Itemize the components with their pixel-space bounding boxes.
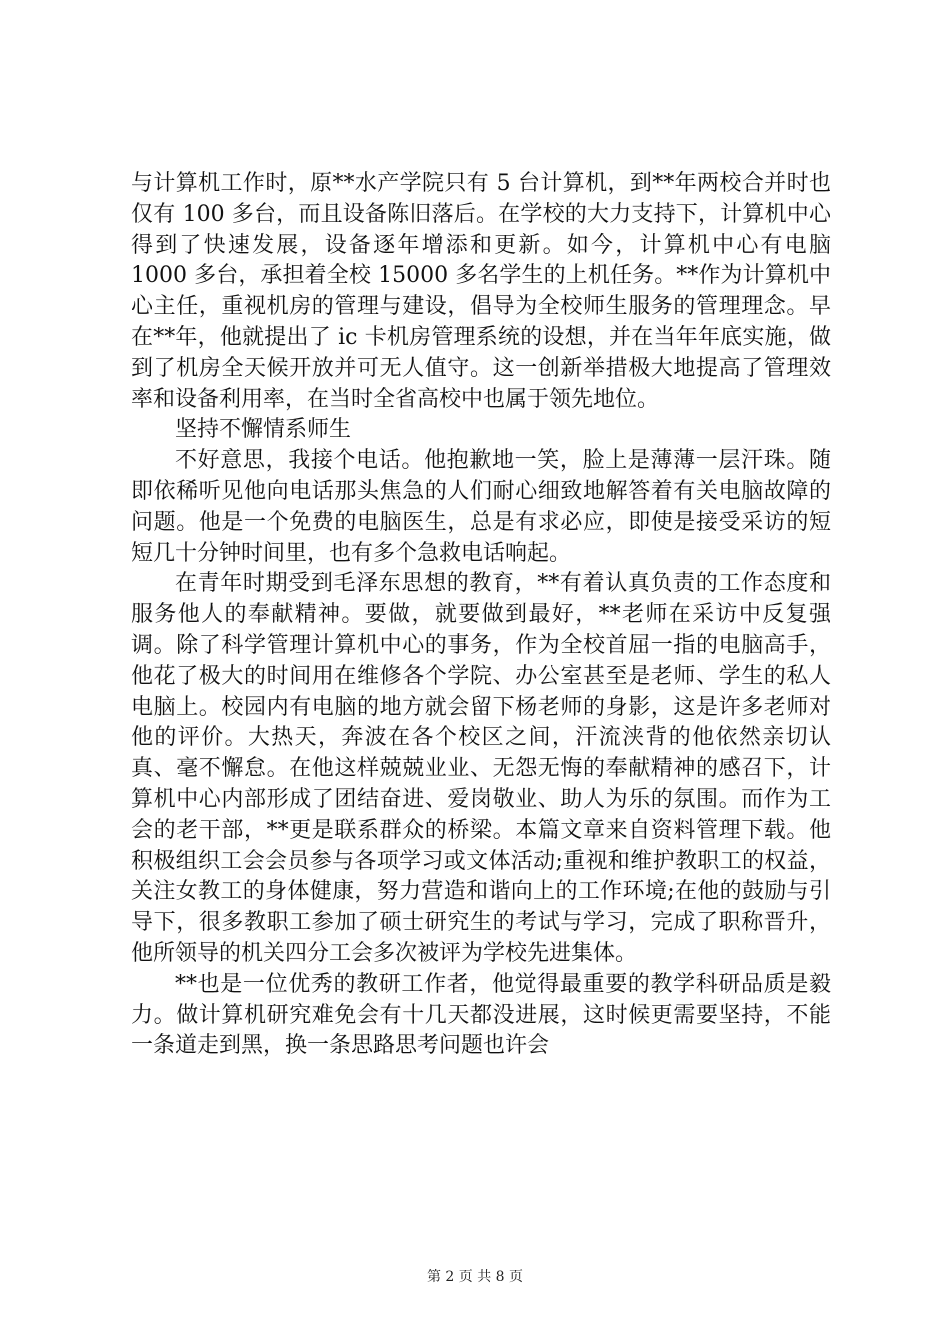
section-heading: 坚持不懈情系师生 — [175, 417, 352, 443]
document-body — [131, 169, 831, 1062]
paragraph: 不好意思，我接个电话。他抱歉地一笑，脸上是薄薄一层汗珠。随即依稀听见他向电话那头焦急的人们耐心细致地解答着有关电脑故障的问题。他是一个免费的电脑医生，总是有求必应，即使是接受采访的短短几十分钟时间里，也有多个急救电话响起。 — [131, 448, 831, 566]
page-footer: 第 2 页 共 8 页 — [426, 1269, 524, 1285]
paragraph: 与计算机工作时，原**水产学院只有 5 台计算机，到**年两校合并时也仅有 100 多台，而且设备陈旧落后。在学校的大力支持下，计算机中心得到了快速发展，设备逐年增添和更新。如今，计算机中心有电脑 1000 多台，承担着全校 15000 多名学生的上机任务。**作为计算机中心主任，重视机房的管理与建设，倡导为全校师生服务的管理理念。早在**年，他就提出了 ic 卡机房管理系统的设想，并在当年年底实施，做到了机房全天候开放并可无人值守。这一创新举措极大地提高了管理效率和设备利用率，在当时全省高校中也属于领先地位。 — [131, 171, 831, 412]
paragraph: 在青年时期受到毛泽东思想的教育，**有着认真负责的工作态度和服务他人的奉献精神。要做，就要做到最好，**老师在采访中反复强调。除了科学管理计算机中心的事务，作为全校首屈一指的电脑高手，他花了极大的时间用在维修各个学院、办公室甚至是老师、学生的私人电脑上。校园内有电脑的地方就会留下杨老师的身影，这是许多老师对他的评价。大热天，奔波在各个校区之间，汗流浃背的他依然亲切认真、毫不懈怠。在他这样兢兢业业、无怨无悔的奉献精神的感召下，计算机中心内部形成了团结奋进、爱岗敬业、助人为乐的氛围。而作为工会的老干部，**更是联系群众的桥梁。本篇文章来自资料管理下载。他积极组织工会会员参与各项学习或文体活动;重视和维护教职工的权益，关注女教工的身体健康，努力营造和谐向上的工作环境;在他的鼓励与引导下，很多教职工参加了硕士研究生的考试与学习，完成了职称晋升，他所领导的机关四分工会多次被评为学校先进集体。 — [131, 571, 831, 966]
paragraph: **也是一位优秀的教研工作者，他觉得最重要的教学科研品质是毅力。做计算机研究难免会有十几天都没进展，这时候更需要坚持，不能一条道走到黑，换一条思路思考问题也许会 — [131, 971, 831, 1059]
